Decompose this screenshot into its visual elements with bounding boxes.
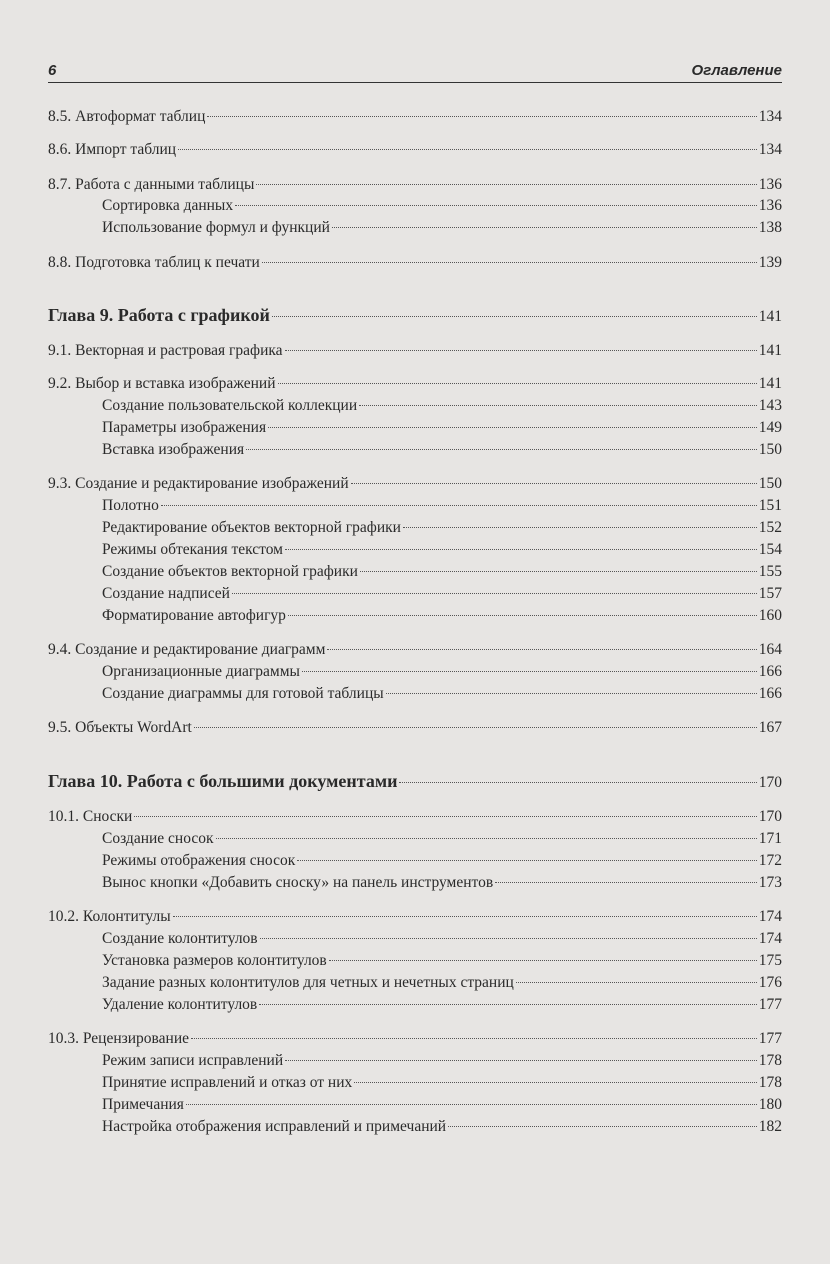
toc-entry-title: 8.8. Подготовка таблиц к печати [48, 254, 260, 271]
dot-leader [386, 693, 757, 694]
toc-subsection-entry [102, 1095, 782, 1115]
toc-entry-title: Создание сносок [102, 830, 214, 847]
dot-leader [359, 405, 757, 406]
toc-entry-page: 141 [758, 308, 782, 325]
toc-entry-page: 178 [758, 1074, 782, 1091]
dot-leader [285, 350, 757, 351]
toc-subsection-entry [102, 606, 782, 626]
dot-leader [235, 205, 757, 206]
dot-leader [246, 449, 757, 450]
toc-entry-page: 134 [758, 108, 782, 125]
toc-entry-page: 180 [758, 1096, 782, 1113]
toc-entry-title: Создание диаграммы для готовой таблицы [102, 685, 384, 702]
toc-section-entry [48, 253, 782, 273]
toc-subsection-entry [102, 496, 782, 516]
toc-subsection-entry [102, 929, 782, 949]
toc-subsection-entry [102, 829, 782, 849]
toc-entry-page: 176 [758, 974, 782, 991]
toc-entry-title: Полотно [102, 497, 159, 514]
dot-leader [329, 960, 757, 961]
toc-entry-page: 174 [758, 930, 782, 947]
dot-leader [288, 615, 757, 616]
dot-leader [194, 727, 757, 728]
dot-leader [285, 549, 757, 550]
toc-subsection-entry [102, 518, 782, 538]
dot-leader [327, 649, 756, 650]
dot-leader [186, 1104, 757, 1105]
dot-leader [354, 1082, 756, 1083]
toc-entry-title: Создание пользовательской коллекции [102, 397, 358, 414]
toc-entry-title: Форматирование автофигур [102, 607, 286, 624]
dot-leader [448, 1126, 757, 1127]
toc-section-entry [48, 107, 782, 127]
toc-entry-title: Режимы обтекания текстом [102, 541, 283, 558]
toc-subsection-entry [102, 418, 782, 438]
dot-leader [332, 227, 757, 228]
toc-entry-page: 170 [758, 808, 782, 825]
toc-subsection-entry [102, 873, 782, 893]
toc-subsection-entry [102, 1073, 782, 1093]
toc-entry-page: 134 [758, 141, 782, 158]
toc-entry-title: 9.1. Векторная и растровая графика [48, 342, 283, 359]
dot-leader [297, 860, 757, 861]
toc-entry-page: 150 [758, 441, 782, 458]
dot-leader [178, 149, 757, 150]
dot-leader [161, 505, 757, 506]
toc-subsection-entry [102, 1051, 782, 1071]
toc-entry-title: 9.3. Создание и редактирование изображений [48, 475, 349, 492]
dot-leader [516, 982, 757, 983]
toc-entry-page: 151 [758, 497, 782, 514]
toc-entry-page: 154 [758, 541, 782, 558]
toc-entry-title: Вынос кнопки «Добавить сноску» на панель инструментов [102, 874, 494, 891]
toc-entry-page: 171 [758, 830, 782, 847]
toc-entry-title: Принятие исправлений и отказ от них [102, 1074, 353, 1091]
dot-leader [216, 838, 757, 839]
dot-leader [191, 1038, 757, 1039]
toc-entry-title: Использование формул и функций [102, 219, 330, 236]
toc-entry-page: 172 [758, 852, 782, 869]
toc-entry-title: Создание колонтитулов [102, 930, 258, 947]
toc-entry-page: 143 [758, 397, 782, 414]
toc-entry-page: 136 [758, 176, 782, 193]
toc-section-entry [48, 907, 782, 927]
toc-section-entry [48, 718, 782, 738]
toc-subsection-entry [102, 540, 782, 560]
toc-entry-title: Организационные диаграммы [102, 663, 300, 680]
toc-subsection-entry [102, 196, 782, 216]
dot-leader [260, 938, 757, 939]
dot-leader [173, 916, 757, 917]
toc-subsection-entry [102, 995, 782, 1015]
toc-entry-page: 150 [758, 475, 782, 492]
toc-section-entry [48, 1029, 782, 1049]
toc-entry-title: Вставка изображения [102, 441, 245, 458]
toc-subsection-entry [102, 584, 782, 604]
toc-section-entry [48, 807, 782, 827]
toc-entry-title: 8.5. Автоформат таблиц [48, 108, 206, 125]
toc-subsection-entry [102, 973, 782, 993]
running-header [48, 60, 782, 83]
toc-entry-page: 141 [758, 342, 782, 359]
toc-entry-page: 136 [758, 197, 782, 214]
toc-entry-page: 177 [758, 1030, 782, 1047]
toc-subsection-entry [102, 562, 782, 582]
toc-entry-title: Настройка отображения исправлений и примечаний [102, 1118, 447, 1135]
toc-subsection-entry [102, 851, 782, 871]
toc-entry-page: 141 [758, 375, 782, 392]
toc-subsection-entry [102, 662, 782, 682]
toc-entry-title: 10.2. Колонтитулы [48, 908, 171, 925]
toc-section-entry [48, 374, 782, 394]
toc-entry-page: 149 [758, 419, 782, 436]
toc-subsection-entry [102, 440, 782, 460]
toc-entry-title: 9.5. Объекты WordArt [48, 719, 192, 736]
dot-leader [232, 593, 757, 594]
toc-entry-page: 152 [758, 519, 782, 536]
toc-entry-page: 177 [758, 996, 782, 1013]
running-title: Оглавление [691, 62, 782, 79]
toc-entry-title: 10.3. Рецензирование [48, 1030, 190, 1047]
toc-subsection-entry [102, 684, 782, 704]
toc-entry-page: 139 [758, 254, 782, 271]
dot-leader [268, 427, 757, 428]
dot-leader [134, 816, 756, 817]
toc-entry-title: Создание надписей [102, 585, 230, 602]
toc-entry-page: 160 [758, 607, 782, 624]
dot-leader [351, 483, 757, 484]
toc-entry-page: 173 [758, 874, 782, 891]
toc-entry-title: Установка размеров колонтитулов [102, 952, 327, 969]
toc-entry-title: 8.6. Импорт таблиц [48, 141, 177, 158]
dot-leader [403, 527, 757, 528]
toc-subsection-entry [102, 218, 782, 238]
dot-leader [285, 1060, 757, 1061]
dot-leader [259, 1004, 757, 1005]
toc-entry-page: 167 [758, 719, 782, 736]
toc-section-entry [48, 474, 782, 494]
toc-subsection-entry [102, 1117, 782, 1137]
toc-subsection-entry [102, 951, 782, 971]
toc-entry-page: 170 [758, 774, 782, 791]
toc-entry-title: Режимы отображения сносок [102, 852, 296, 869]
toc-entry-page: 182 [758, 1118, 782, 1135]
toc-entry-title: Редактирование объектов векторной графики [102, 519, 401, 536]
toc-entry-page: 155 [758, 563, 782, 580]
toc-entry-title: Задание разных колонтитулов для четных и нечетных страниц [102, 974, 514, 991]
toc-chapter-entry [48, 305, 782, 325]
toc-section-entry [48, 341, 782, 361]
toc-entry-title: Параметры изображения [102, 419, 267, 436]
toc-entry-page: 174 [758, 908, 782, 925]
toc-section-entry [48, 175, 782, 195]
toc-entry-title: Сортировка данных [102, 197, 234, 214]
toc-entry-page: 166 [758, 663, 782, 680]
toc-section-entry [48, 640, 782, 660]
dot-leader [399, 782, 756, 783]
toc-entry-title: 9.4. Создание и редактирование диаграмм [48, 641, 326, 658]
toc-entry-title: 10.1. Сноски [48, 808, 133, 825]
toc-subsection-entry [102, 396, 782, 416]
dot-leader [302, 671, 757, 672]
toc-entry-title: 9.2. Выбор и вставка изображений [48, 375, 276, 392]
toc-entry-page: 175 [758, 952, 782, 969]
toc-entry-title: Примечания [102, 1096, 184, 1113]
dot-leader [262, 262, 757, 263]
dot-leader [495, 882, 757, 883]
dot-leader [360, 571, 757, 572]
dot-leader [278, 383, 757, 384]
toc-entry-page: 138 [758, 219, 782, 236]
toc-section-entry [48, 140, 782, 160]
toc-entry-title: Удаление колонтитулов [102, 996, 258, 1013]
toc-entry-title: Режим записи исправлений [102, 1052, 284, 1069]
page-number: 6 [48, 62, 57, 79]
toc-entry-title: Глава 10. Работа с большими документами [48, 771, 398, 791]
dot-leader [256, 184, 756, 185]
dot-leader [272, 316, 757, 317]
dot-leader [207, 116, 756, 117]
toc-chapter-entry [48, 771, 782, 791]
toc-entry-page: 166 [758, 685, 782, 702]
toc-entry-page: 157 [758, 585, 782, 602]
toc-entry-page: 178 [758, 1052, 782, 1069]
toc-entry-title: Создание объектов векторной графики [102, 563, 358, 580]
toc-entry-page: 164 [758, 641, 782, 658]
toc-entry-title: 8.7. Работа с данными таблицы [48, 176, 255, 193]
toc-entry-title: Глава 9. Работа с графикой [48, 305, 270, 325]
